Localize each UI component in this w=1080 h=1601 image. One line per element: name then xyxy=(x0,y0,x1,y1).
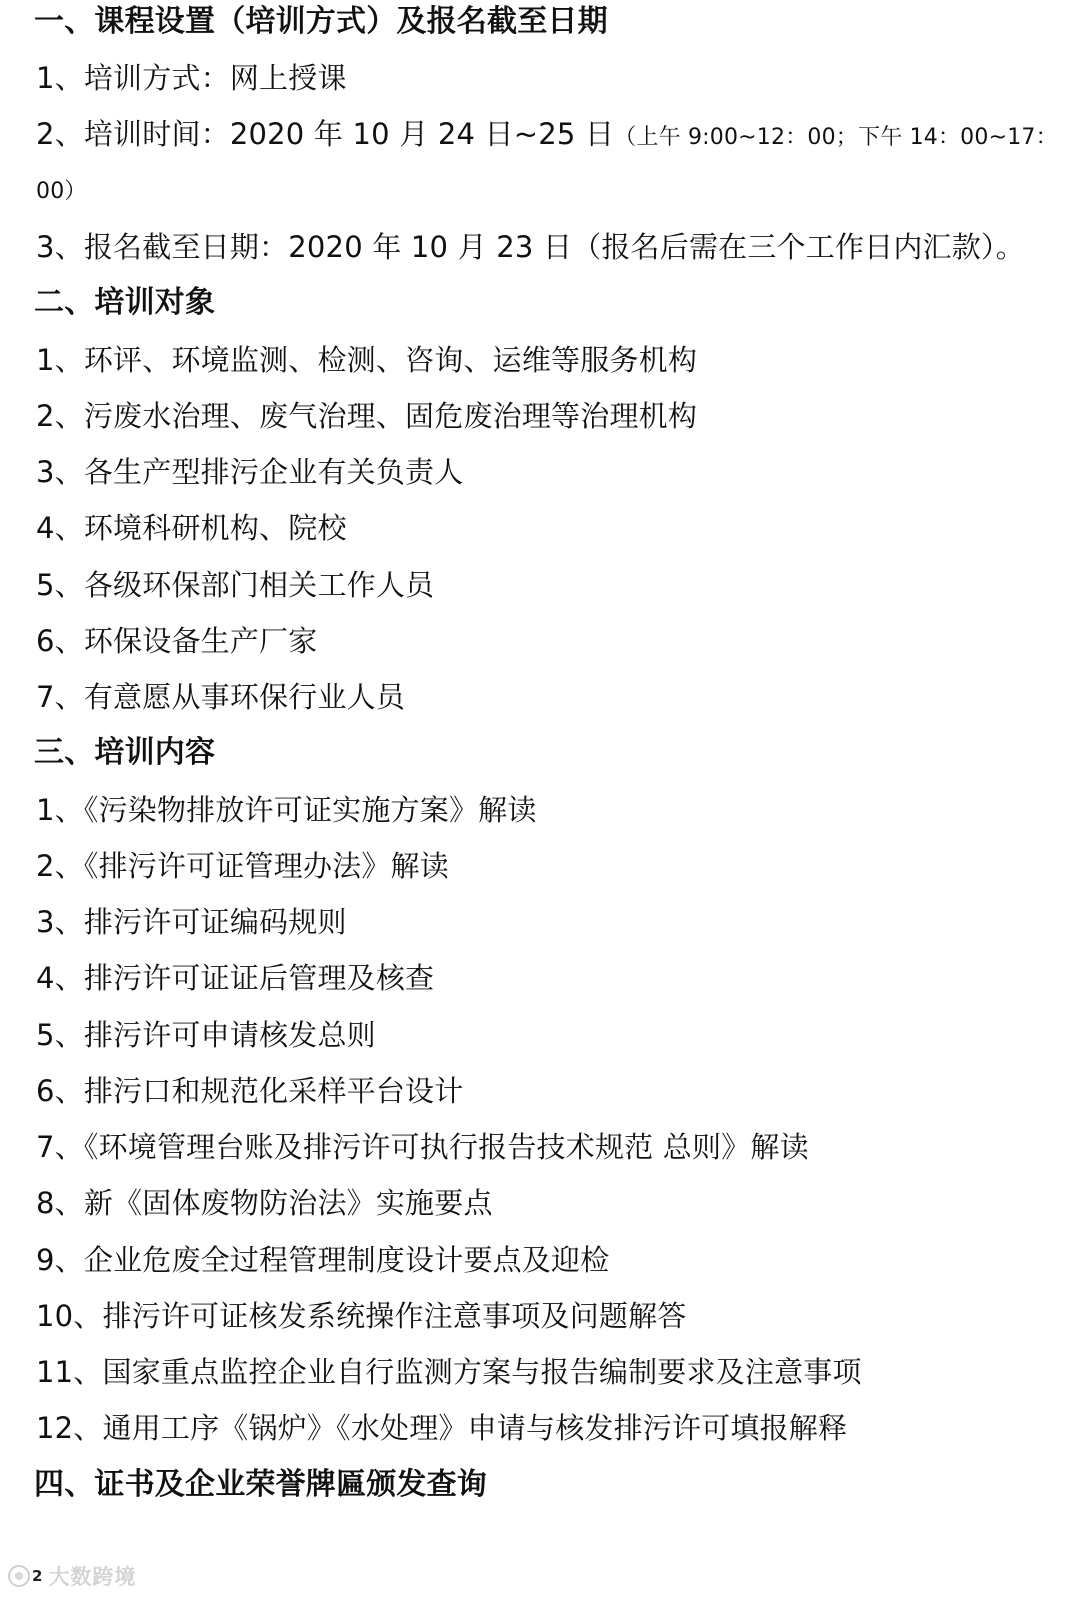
content-item: 9、企业危废全过程管理制度设计要点及迎检 xyxy=(36,1243,610,1277)
content-item: 5、排污许可申请核发总则 xyxy=(36,1018,376,1052)
content-item: 6、排污口和规范化采样平台设计 xyxy=(36,1074,464,1108)
audience-item: 3、各生产型排污企业有关负责人 xyxy=(36,455,464,489)
section-heading-course-setup: 一、课程设置（培训方式）及报名截至日期 xyxy=(34,4,608,39)
content-item: 3、排污许可证编码规则 xyxy=(36,905,347,939)
training-time-main: 2、培训时间：2020 年 10 月 24 日~25 日 xyxy=(36,117,615,151)
content-item: 2、《排污许可证管理办法》解读 xyxy=(36,849,449,883)
training-time-note: （上午 9:00~12：00；下午 14：00~17： xyxy=(614,125,1058,150)
section-heading-training-content: 三、培训内容 xyxy=(34,735,216,770)
watermark-logo-icon xyxy=(8,1565,30,1587)
course-item-deadline: 3、报名截至日期：2020 年 10 月 23 日（报名后需在三个工作日内汇款）。 xyxy=(36,230,1025,264)
audience-item: 6、环保设备生产厂家 xyxy=(36,624,318,658)
section-heading-certificates: 四、证书及企业荣誉牌匾颁发查询 xyxy=(34,1467,487,1502)
audience-item: 1、环评、环境监测、检测、咨询、运维等服务机构 xyxy=(36,343,698,377)
content-item: 4、排污许可证证后管理及核查 xyxy=(36,961,435,995)
course-item-training-time xyxy=(36,114,1060,158)
watermark-text: 大数跨境 xyxy=(48,1565,137,1589)
audience-item: 4、环境科研机构、院校 xyxy=(36,511,347,545)
audience-item: 7、有意愿从事环保行业人员 xyxy=(36,680,406,714)
watermark xyxy=(8,1560,136,1592)
content-item: 1、《污染物排放许可证实施方案》解读 xyxy=(36,793,537,827)
content-item: 11、国家重点监控企业自行监测方案与报告编制要求及注意事项 xyxy=(36,1355,862,1389)
page-number: 2 xyxy=(32,1567,43,1585)
audience-item: 5、各级环保部门相关工作人员 xyxy=(36,568,435,602)
content-item: 8、新《固体废物防治法》实施要点 xyxy=(36,1186,493,1220)
content-item: 12、通用工序《锅炉》《水处理》申请与核发排污许可填报解释 xyxy=(36,1411,848,1445)
audience-item: 2、污废水治理、废气治理、固危废治理等治理机构 xyxy=(36,399,698,433)
content-item: 10、排污许可证核发系统操作注意事项及问题解答 xyxy=(36,1299,687,1333)
section-heading-target-audience: 二、培训对象 xyxy=(34,285,216,320)
training-time-note-cont: 00） xyxy=(36,179,87,204)
course-item-training-method: 1、培训方式：网上授课 xyxy=(36,61,347,95)
content-item: 7、《环境管理台账及排污许可执行报告技术规范 总则》解读 xyxy=(36,1130,809,1164)
